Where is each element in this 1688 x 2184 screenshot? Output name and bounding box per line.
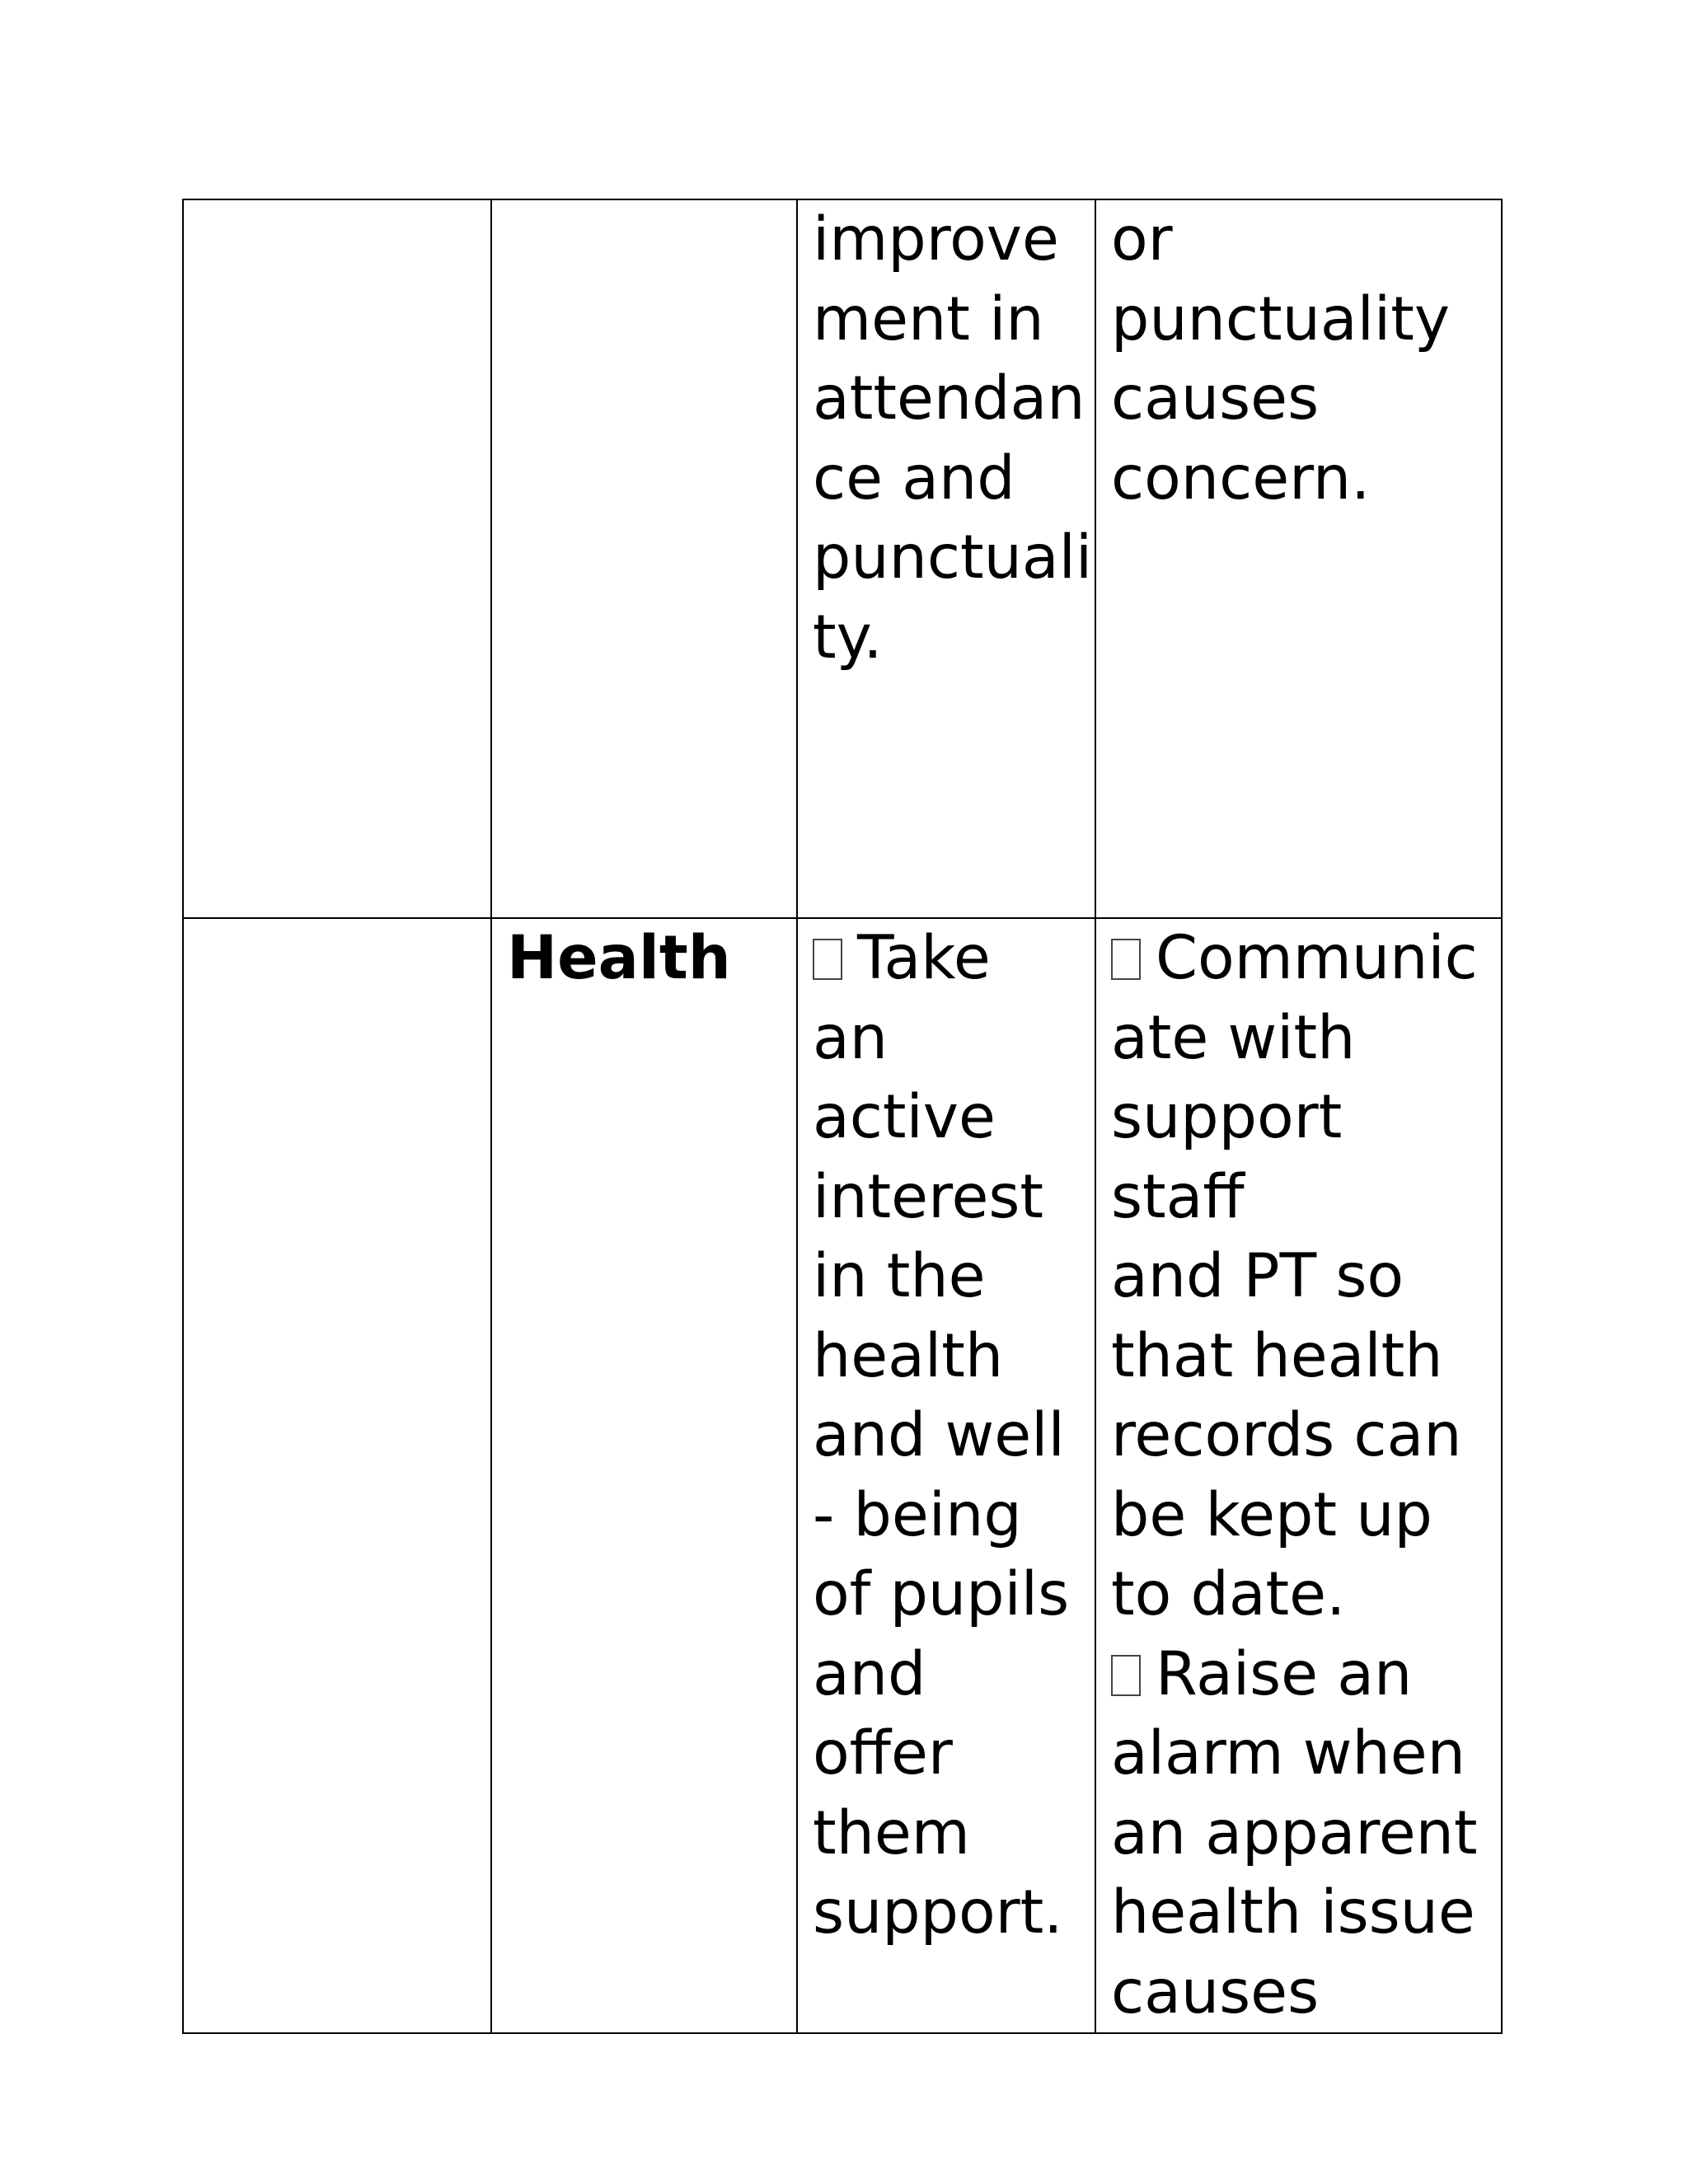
row2-col4-cell — [1095, 918, 1502, 2033]
table-row — [183, 918, 1502, 2033]
empty-box-icon — [1111, 1655, 1141, 1696]
row1-col3-line: ce and — [813, 443, 1015, 513]
row1-col2-cell — [491, 199, 797, 918]
row2-col3-line: and well — [813, 1400, 1065, 1470]
row2-col4-line: records can — [1111, 1400, 1462, 1470]
row2-col4-line: that health — [1111, 1320, 1443, 1391]
row1-col1-cell — [183, 199, 491, 918]
row2-col4-line: health issue — [1111, 1877, 1475, 1947]
row2-col3-cell — [797, 918, 1095, 2033]
row1-col3-line: improve — [813, 204, 1059, 274]
row2-col1-cell — [183, 918, 491, 2033]
row2-col4-line: ate with — [1111, 1002, 1356, 1073]
row2-col4-line: alarm when — [1111, 1718, 1465, 1788]
row2-col3-line: them — [813, 1797, 970, 1868]
row1-col4-line: causes — [1111, 363, 1320, 434]
row1-col4-line: punctuality — [1111, 284, 1451, 354]
row1-col3-line: ment in — [813, 284, 1044, 354]
row2-col4-line: causes — [1111, 1957, 1320, 2027]
bullet-text: Communic — [1156, 923, 1478, 993]
table-row — [183, 199, 1502, 918]
row2-col3-line: an active — [813, 1002, 996, 1152]
row2-col3-line: interest — [813, 1161, 1044, 1232]
row1-col3-line: attendan — [813, 363, 1085, 434]
empty-box-icon — [1111, 939, 1141, 980]
row1-col3-line: ty. — [813, 602, 883, 673]
row2-col4-line: an apparent — [1111, 1797, 1478, 1868]
bullet-text: Raise an — [1156, 1638, 1413, 1709]
row2-col3-line: - being — [813, 1479, 1022, 1550]
row1-col4-line: or — [1111, 204, 1173, 274]
row2-col4-line: and PT so — [1111, 1241, 1404, 1311]
row2-col4-line: to date. — [1111, 1559, 1346, 1629]
row2-col3-line: in the — [813, 1241, 986, 1311]
row1-col4-cell — [1095, 199, 1502, 918]
row2-col3-line: of pupils — [813, 1559, 1070, 1629]
row2-col3-line: support. — [813, 1877, 1063, 1947]
row2-col3-line: and offer — [813, 1638, 953, 1788]
document-table — [182, 199, 1503, 2034]
row2-col4-line: be kept up — [1111, 1479, 1432, 1550]
row1-col3-cell — [797, 199, 1095, 918]
row2-col3-line: health — [813, 1320, 1004, 1391]
section-heading: Health — [507, 923, 731, 993]
row2-col4-line: support staff — [1111, 1082, 1343, 1232]
row1-col4-line: concern. — [1111, 443, 1371, 513]
row1-col3-line: punctuali — [813, 523, 1093, 593]
row2-col2-cell — [491, 918, 797, 2033]
bullet-text: Take — [857, 923, 991, 993]
empty-box-icon — [813, 939, 842, 980]
